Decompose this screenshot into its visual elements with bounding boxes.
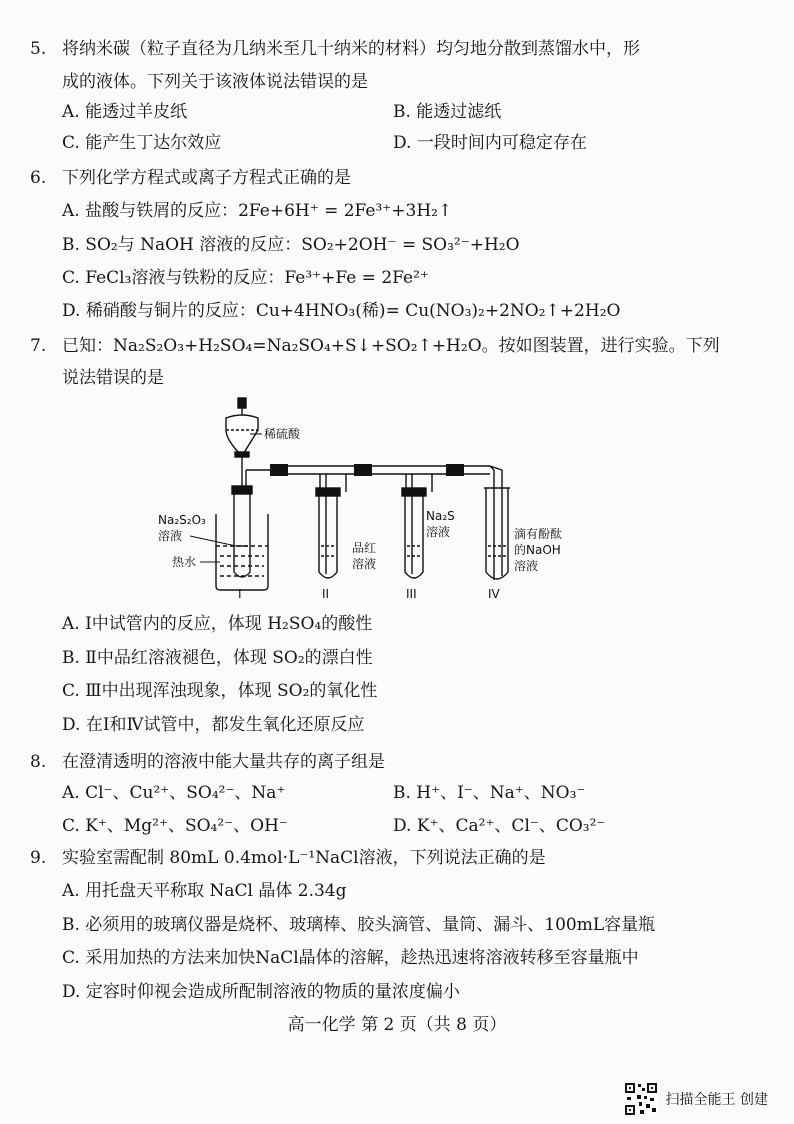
question-6-option-b: B. SO₂与 NaOH 溶液的反应：SO₂+2OH⁻ = SO₃²⁻+H₂O xyxy=(62,235,520,255)
question-5-stem-line2: 成的液体。下列关于该液体说法错误的是 xyxy=(62,72,368,92)
label-na2s2o3-line1: Na₂S₂O₃ xyxy=(158,513,206,527)
question-8-option-c: C. K⁺、Mg²⁺、SO₄²⁻、OH⁻ xyxy=(62,816,288,836)
question-9-option-a: A. 用托盘天平称取 NaCl 晶体 2.34g xyxy=(62,881,347,901)
label-tube-4: IV xyxy=(488,587,500,600)
label-naoh-line1: 滴有酚酞 xyxy=(514,527,563,541)
question-9-option-b: B. 必须用的玻璃仪器是烧杯、玻璃棒、胶头滴管、量筒、漏斗、100mL容量瓶 xyxy=(62,915,656,935)
label-na2s-line1: Na₂S xyxy=(426,509,455,523)
experiment-apparatus-figure xyxy=(150,396,570,600)
test-tube-3 xyxy=(402,488,426,578)
question-6-number: 6. xyxy=(30,168,47,188)
gas-delivery-tubing xyxy=(270,466,502,580)
separatory-funnel xyxy=(226,398,258,492)
question-6-option-a: A. 盐酸与铁屑的反应：2Fe+6H⁺ = 2Fe³⁺+3H₂↑ xyxy=(62,201,453,221)
question-8-number: 8. xyxy=(30,752,47,772)
question-5-option-d: D. 一段时间内可稳定存在 xyxy=(393,133,587,153)
question-7-stem-line1: 已知：Na₂S₂O₃+H₂SO₄=Na₂SO₄+S↓+SO₂↑+H₂O。按如图装置，进行实验。下列 xyxy=(62,336,720,356)
question-9-stem: 实验室需配制 80mL 0.4mol·L⁻¹NaCl溶液，下列说法正确的是 xyxy=(62,848,546,868)
label-fuchsine-line1: 品红 xyxy=(352,541,377,555)
question-9-option-d: D. 定容时仰视会造成所配制溶液的物质的量浓度偏小 xyxy=(62,982,460,1002)
label-tube-3: III xyxy=(406,587,417,600)
question-6-option-d: D. 稀硝酸与铜片的反应：Cu+4HNO₃(稀)= Cu(NO₃)₂+2NO₂↑+2H₂O xyxy=(62,301,621,321)
scanner-label: 扫描全能王 创建 xyxy=(665,1092,768,1108)
question-7-option-a: A. Ⅰ中试管内的反应，体现 H₂SO₄的酸性 xyxy=(62,614,373,634)
question-8-option-b: B. H⁺、I⁻、Na⁺、NO₃⁻ xyxy=(393,783,586,803)
qr-code-icon xyxy=(624,1082,658,1116)
question-8-stem: 在澄清透明的溶液中能大量共存的离子组是 xyxy=(62,752,385,772)
question-5-stem-line1: 将纳米碳（粒子直径为几纳米至几十纳米的材料）均匀地分散到蒸馏水中，形 xyxy=(62,39,640,59)
question-8-option-a: A. Cl⁻、Cu²⁺、SO₄²⁻、Na⁺ xyxy=(62,783,286,803)
question-9-option-c: C. 采用加热的方法来加快NaCl晶体的溶解，趁热迅速将溶液转移至容量瓶中 xyxy=(62,948,639,968)
question-5-option-a: A. 能透过羊皮纸 xyxy=(62,102,188,122)
question-5-option-c: C. 能产生丁达尔效应 xyxy=(62,133,222,153)
question-8-option-d: D. K⁺、Ca²⁺、Cl⁻、CO₃²⁻ xyxy=(393,816,606,836)
label-fuchsine-line2: 溶液 xyxy=(352,557,377,571)
question-7-number: 7. xyxy=(30,336,47,356)
question-7-stem-line2: 说法错误的是 xyxy=(62,368,164,388)
test-tube-2 xyxy=(316,488,340,578)
question-7-option-c: C. Ⅲ中出现浑浊现象，体现 SO₂的氧化性 xyxy=(62,681,378,701)
label-hot-water: 热水 xyxy=(172,555,197,569)
question-6-option-c: C. FeCl₃溶液与铁粉的反应：Fe³⁺+Fe = 2Fe²⁺ xyxy=(62,268,429,288)
test-tube-4 xyxy=(484,488,510,579)
label-tube-1: I xyxy=(238,587,242,600)
scanner-watermark xyxy=(624,1082,768,1116)
page-footer: 高一化学 第 2 页（共 8 页） xyxy=(287,1015,507,1035)
label-naoh-line3: 溶液 xyxy=(514,559,539,573)
question-7-option-b: B. Ⅱ中品红溶液褪色，体现 SO₂的漂白性 xyxy=(62,648,373,668)
label-dilute-sulfuric-acid: 稀硫酸 xyxy=(264,427,301,441)
label-tube-2: II xyxy=(322,587,330,600)
question-5-option-b: B. 能透过滤纸 xyxy=(393,102,502,122)
question-6-stem: 下列化学方程式或离子方程式正确的是 xyxy=(62,168,351,188)
question-5-number: 5. xyxy=(30,39,47,59)
beaker-hot-water xyxy=(216,514,268,590)
question-7-option-d: D. 在Ⅰ和Ⅳ试管中，都发生氧化还原反应 xyxy=(62,715,365,735)
question-9-number: 9. xyxy=(30,848,47,868)
test-tube-1 xyxy=(232,470,270,577)
label-na2s2o3-line2: 溶液 xyxy=(158,529,183,543)
label-naoh-line2: 的NaOH xyxy=(514,543,561,557)
label-na2s-line2: 溶液 xyxy=(426,525,451,539)
